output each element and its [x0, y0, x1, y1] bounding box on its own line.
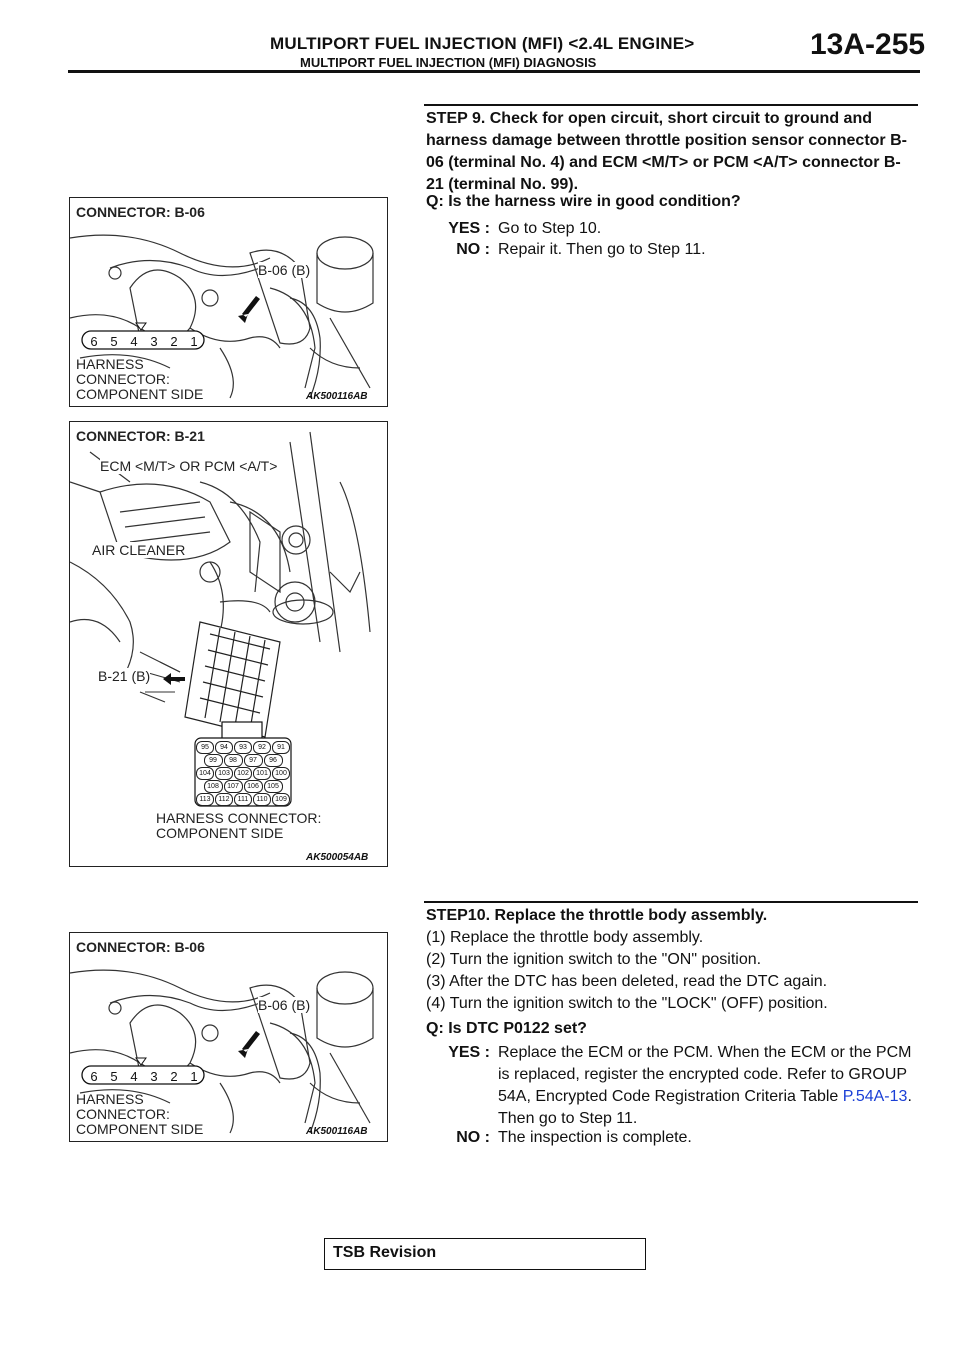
pin: 5	[110, 334, 118, 349]
yes-label: YES :	[448, 220, 490, 237]
step10-title: STEP10. Replace the throttle body assembly.	[426, 907, 768, 924]
harness-connector-pins	[196, 740, 290, 806]
pin: 3	[150, 1069, 158, 1084]
pin: 109	[272, 793, 290, 806]
pin-row	[84, 1069, 204, 1083]
harness-label-2: COMPONENT SIDE	[156, 825, 284, 841]
pin: 6	[90, 1069, 98, 1084]
step9-title: STEP 9. Check for open circuit, short circuit to ground and harness damage between throttle position sensor connector B-06 (terminal No. 4) and ECM <M/T> or PCM <A/T> connector B-21 (terminal No. 99).	[426, 110, 907, 193]
pin: 92	[253, 741, 271, 754]
pin: 1	[190, 1069, 198, 1084]
harness-label-3: COMPONENT SIDE	[76, 1121, 204, 1137]
harness-label-2: CONNECTOR:	[76, 1106, 170, 1122]
pin: 93	[234, 741, 252, 754]
yes-text-body: Replace the ECM or the PCM. When the ECM or the PCM is replaced, register the encrypted code. Refer to GROUP 54A, Encrypted Code Registration Criteria Table	[498, 1044, 912, 1105]
yes-label: YES :	[448, 1044, 490, 1061]
pin: 4	[130, 1069, 138, 1084]
pin: 98	[224, 754, 243, 767]
harness-label-1: HARNESS CONNECTOR:	[156, 810, 322, 826]
pin: 112	[215, 793, 233, 806]
harness-label-1: HARNESS	[76, 1091, 144, 1107]
tsb-revision-box	[324, 1238, 646, 1270]
pin: 103	[215, 767, 233, 780]
pin: 107	[224, 780, 243, 793]
pin-row	[196, 780, 290, 792]
pin-row	[196, 754, 290, 766]
pin-row	[84, 334, 204, 348]
harness-label-1: HARNESS	[76, 356, 144, 372]
procedure-4: (4) Turn the ignition switch to the "LOCK" (OFF) position.	[426, 995, 828, 1012]
pin-row	[196, 767, 290, 779]
pin-row	[196, 741, 290, 753]
pin: 96	[264, 754, 283, 767]
pin: 5	[110, 1069, 118, 1084]
header-subtitle: MULTIPORT FUEL INJECTION (MFI) DIAGNOSIS	[300, 55, 597, 70]
tsb-revision-label: TSB Revision	[333, 1244, 437, 1261]
pin: 108	[204, 780, 223, 793]
no-label: NO :	[456, 241, 490, 258]
header-rule	[68, 70, 920, 73]
pin: 99	[204, 754, 223, 767]
connector-label: CONNECTOR: B-06	[76, 939, 205, 955]
figure-b06-bottom	[69, 932, 388, 1142]
pin: 111	[234, 793, 252, 806]
step9-rule	[424, 104, 918, 106]
pin: 2	[170, 334, 178, 349]
pin: 104	[196, 767, 214, 780]
pin: 6	[90, 334, 98, 349]
yes-text-tail: . Then go to Step 11.	[498, 1088, 912, 1127]
step10-question: Q: Is DTC P0122 set?	[426, 1020, 587, 1037]
pin: 100	[272, 767, 290, 780]
no-label: NO :	[456, 1129, 490, 1146]
harness-label-2: CONNECTOR:	[76, 371, 170, 387]
figure-b06-top	[69, 197, 388, 407]
no-text: The inspection is complete.	[498, 1129, 692, 1146]
callout-b21: B-21 (B)	[98, 668, 151, 684]
page-number: 13A-255	[810, 28, 926, 61]
pin: 3	[150, 334, 158, 349]
yes-text: Go to Step 10.	[498, 220, 602, 237]
pin: 95	[196, 741, 214, 754]
connector-label: CONNECTOR: B-21	[76, 428, 205, 444]
pin: 105	[264, 780, 283, 793]
air-cleaner-label: AIR CLEANER	[92, 542, 186, 558]
callout-b06: B-06 (B)	[258, 262, 311, 278]
procedure-3: (3) After the DTC has been deleted, read the DTC again.	[426, 973, 828, 990]
pin: 2	[170, 1069, 178, 1084]
callout-b06: B-06 (B)	[258, 997, 311, 1013]
reference-link[interactable]: P.54A-13	[842, 1088, 908, 1105]
figure-b21	[69, 421, 388, 867]
ecm-label: ECM <M/T> OR PCM <A/T>	[100, 458, 278, 474]
figure-id: AK500054AB	[306, 852, 369, 863]
connector-label: CONNECTOR: B-06	[76, 204, 205, 220]
procedure-2: (2) Turn the ignition switch to the "ON" position.	[426, 951, 762, 968]
step10-rule	[424, 901, 918, 903]
pin-row	[196, 793, 290, 805]
pin: 1	[190, 334, 198, 349]
step9-question: Q: Is the harness wire in good condition?	[426, 193, 741, 210]
step10-no	[420, 1127, 920, 1149]
figure-id: AK500116AB	[306, 391, 368, 402]
figure-id: AK500116AB	[306, 1126, 368, 1137]
harness-label-3: COMPONENT SIDE	[76, 386, 204, 402]
pin: 106	[244, 780, 263, 793]
pin: 110	[253, 793, 271, 806]
step9-yes	[420, 218, 920, 240]
pin: 91	[272, 741, 290, 754]
procedure-1: (1) Replace the throttle body assembly.	[426, 929, 704, 946]
pin: 4	[130, 334, 138, 349]
yes-text	[498, 1042, 918, 1130]
pin: 97	[244, 754, 263, 767]
header-title: MULTIPORT FUEL INJECTION (MFI) <2.4L ENGINE>	[270, 34, 695, 53]
pin: 101	[253, 767, 271, 780]
step10-yes	[420, 1042, 920, 1130]
step9-no	[420, 239, 920, 261]
pin: 113	[196, 793, 214, 806]
no-text: Repair it. Then go to Step 11.	[498, 241, 706, 258]
pin: 94	[215, 741, 233, 754]
pin: 102	[234, 767, 252, 780]
